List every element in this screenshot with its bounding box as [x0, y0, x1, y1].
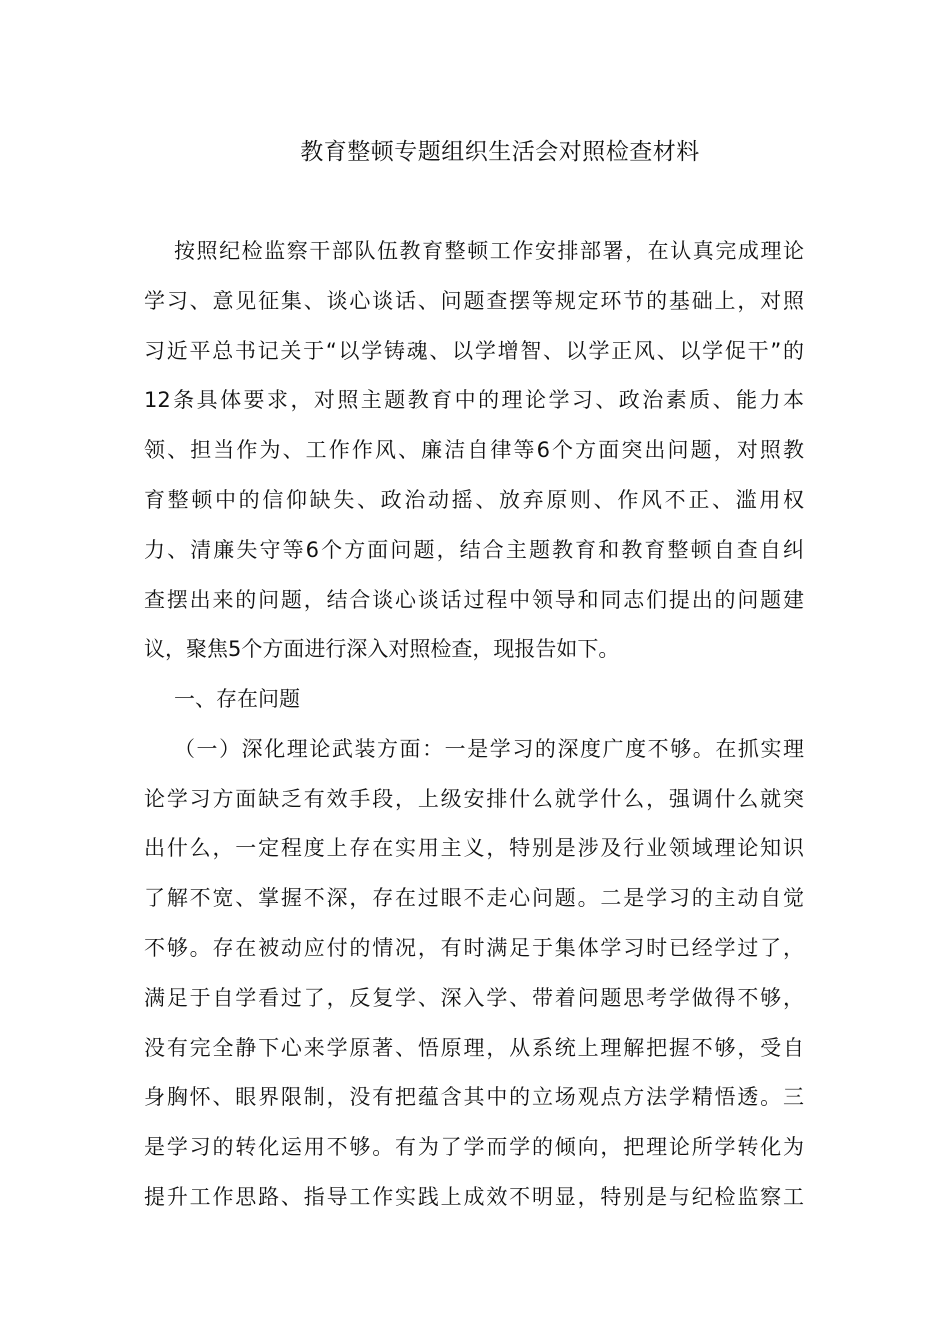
paragraph-line: 习近平总书记关于“以学铸魂、以学增智、以学正风、以学促干”的: [144, 339, 804, 363]
paragraph-line: 12条具体要求，对照主题教育中的理论学习、政治素质、能力本: [144, 388, 804, 412]
paragraph-line: 了解不宽、掌握不深，存在过眼不走心问题。二是学习的主动自觉: [144, 886, 804, 910]
paragraph-line: 查摆出来的问题，结合谈心谈话过程中领导和同志们提出的问题建: [144, 588, 804, 612]
paragraph-line: 按照纪检监察干部队伍教育整顿工作安排部署，在认真完成理论: [174, 239, 804, 263]
paragraph-line: 力、清廉失守等6个方面问题，结合主题教育和教育整顿自查自纠: [144, 538, 804, 562]
paragraph-line: 没有完全静下心来学原著、悟原理，从系统上理解把握不够，受自: [144, 1036, 804, 1060]
paragraph-line: 学习、意见征集、谈心谈话、问题查摆等规定环节的基础上，对照: [144, 289, 804, 313]
paragraph-line: 是学习的转化运用不够。有为了学而学的倾向，把理论所学转化为: [144, 1135, 804, 1159]
paragraph-line: 不够。存在被动应付的情况，有时满足于集体学习时已经学过了，: [144, 936, 804, 960]
paragraph-line: （一）深化理论武装方面：一是学习的深度广度不够。在抓实理: [174, 737, 804, 761]
paragraph-line: 领、担当作为、工作作风、廉洁自律等6个方面突出问题，对照教: [144, 438, 804, 462]
paragraph-line: 提升工作思路、指导工作实践上成效不明显，特别是与纪检监察工: [144, 1185, 804, 1209]
paragraph-line: 满足于自学看过了，反复学、深入学、带着问题思考学做得不够，: [144, 986, 804, 1010]
paragraph-line: 议，聚焦5个方面进行深入对照检查，现报告如下。: [144, 637, 620, 661]
paragraph-line: 身胸怀、眼界限制，没有把蕴含其中的立场观点方法学精悟透。三: [144, 1085, 804, 1109]
document-title: 教育整顿专题组织生活会对照检查材料: [300, 139, 700, 165]
paragraph-line: 论学习方面缺乏有效手段，上级安排什么就学什么，强调什么就突: [144, 787, 804, 811]
paragraph-line: 育整顿中的信仰缺失、政治动摇、放弃原则、作风不正、滥用权: [144, 488, 804, 512]
paragraph-line: 出什么，一定程度上存在实用主义，特别是涉及行业领域理论知识: [144, 836, 804, 860]
section-heading: 一、存在问题: [174, 687, 300, 711]
